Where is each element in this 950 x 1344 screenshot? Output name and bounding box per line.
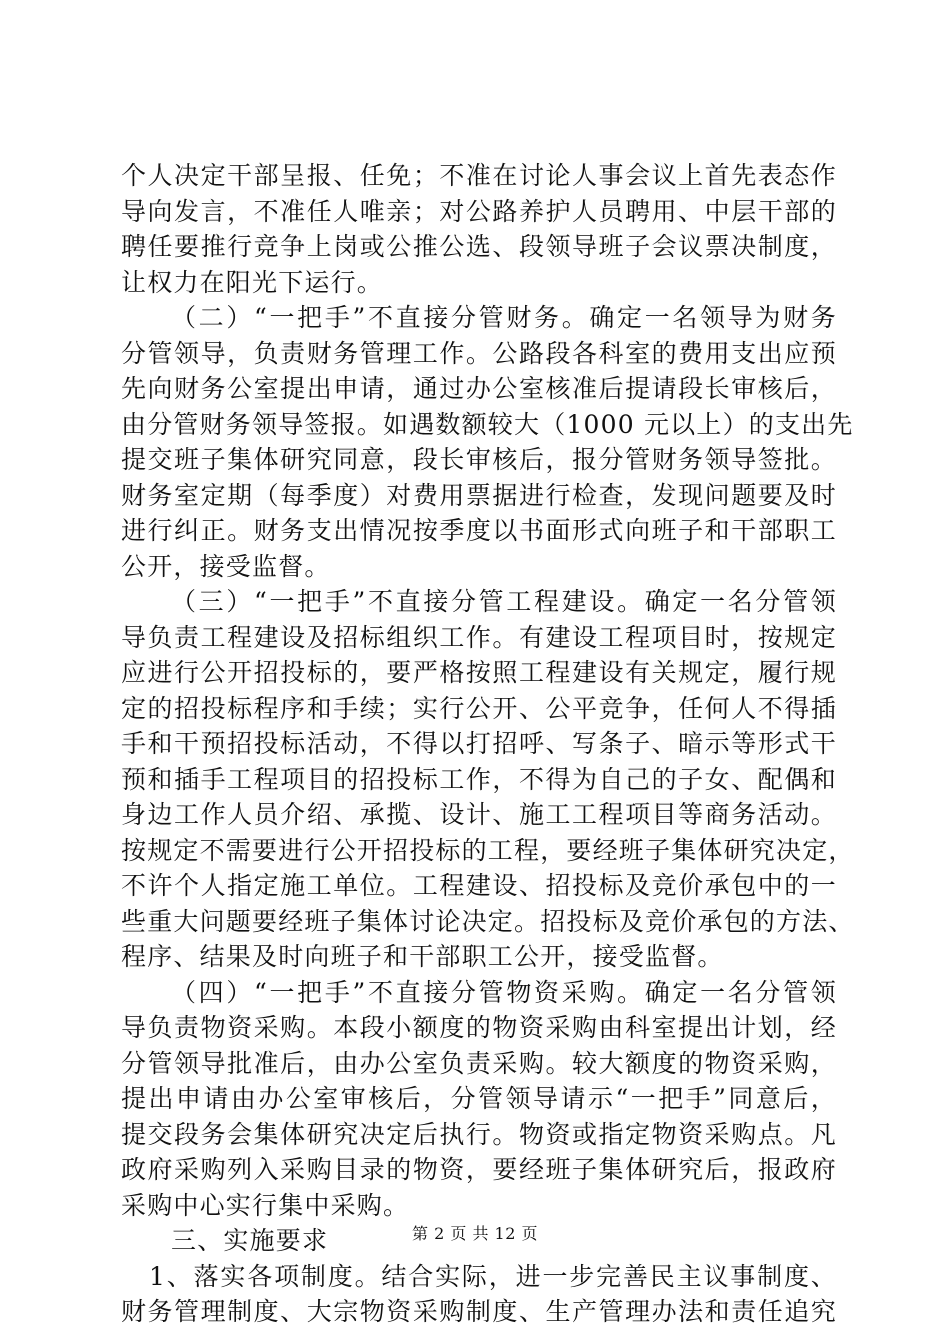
text-line: 不许个人指定施工单位。工程建设、招投标及竞价承包中的一 xyxy=(121,871,837,900)
text-line: 提交班子集体研究同意，段长审核后，报分管财务领导签批。 xyxy=(121,445,837,474)
text-line: 分管领导批准后，由办公室负责采购。较大额度的物资采购， xyxy=(121,1048,837,1078)
body-text xyxy=(121,158,855,1330)
text-line: 让权力在阳光下运行。 xyxy=(121,267,384,297)
section-heading-line: （三）“一把手”不直接分管工程建设。确定一名分管领 xyxy=(171,587,837,616)
text-line: 个人决定干部呈报、任免；不准在讨论人事会议上首先表态作 xyxy=(121,161,837,190)
text-line: 提出申请由办公室审核后，分管领导请示“一把手”同意后， xyxy=(121,1084,837,1113)
text-line: 导负责工程建设及招标组织工作。有建设工程项目时，按规定 xyxy=(121,622,837,652)
section-title: 三、实施要求 xyxy=(171,1226,329,1255)
text-line: 公开，接受监督。 xyxy=(121,551,331,581)
page-indicator: 第 2 页 共 12 页 xyxy=(412,1224,538,1243)
text-line: 采购中心实行集中采购。 xyxy=(121,1190,410,1220)
text-line: 导向发言，不准任人唯亲；对公路养护人员聘用、中层干部的 xyxy=(121,196,837,226)
numbered-item-line: 1、落实各项制度。结合实际，进一步完善民主议事制度、 xyxy=(149,1261,837,1291)
text-line: 预和插手工程项目的招投标工作，不得为自己的子女、配偶和 xyxy=(121,764,837,794)
text-line: 分管领导，负责财务管理工作。公路段各科室的费用支出应预 xyxy=(121,338,837,368)
text-line: 导负责物资采购。本段小额度的物资采购由科室提出计划，经 xyxy=(121,1013,837,1042)
text-line: 程序、结果及时向班子和干部职工公开，接受监督。 xyxy=(121,942,724,971)
text-line: 财务室定期（每季度）对费用票据进行检查，发现问题要及时 xyxy=(121,480,837,510)
section-heading-line: （四）“一把手”不直接分管物资采购。确定一名分管领 xyxy=(171,977,837,1007)
text-line: 身边工作人员介绍、承揽、设计、施工工程项目等商务活动。 xyxy=(121,800,837,829)
text-line: 由分管财务领导签报。如遇数额较大（1000 元以上）的支出先 xyxy=(121,409,854,439)
text-line: 手和干预招投标活动，不得以打招呼、写条子、暗示等形式干 xyxy=(121,729,837,758)
text-line: 应进行公开招投标的，要严格按照工程建设有关规定，履行规 xyxy=(121,658,837,687)
text-line: 政府采购列入采购目录的物资，要经班子集体研究后，报政府 xyxy=(121,1155,837,1184)
text-line: 财务管理制度、大宗物资采购制度、生产管理办法和责任追究 xyxy=(121,1297,837,1326)
text-line: 定的招投标程序和手续；实行公开、公平竞争，任何人不得插 xyxy=(121,693,837,723)
text-line: 提交段务会集体研究决定后执行。物资或指定物资采购点。凡 xyxy=(121,1119,837,1149)
text-line: 些重大问题要经班子集体讨论决定。招投标及竞价承包的方法、 xyxy=(121,906,855,936)
text-line: 先向财务公室提出申请，通过办公室核准后提请段长审核后， xyxy=(121,374,837,403)
text-line: 进行纠正。财务支出情况按季度以书面形式向班子和干部职工 xyxy=(121,516,837,545)
text-line: 聘任要推行竞争上岗或公推公选、段领导班子会议票决制度， xyxy=(121,232,837,261)
section-heading-line: （二）“一把手”不直接分管财务。确定一名领导为财务 xyxy=(171,303,837,332)
text-line: 按规定不需要进行公开招投标的工程，要经班子集体研究决定， xyxy=(121,835,855,865)
